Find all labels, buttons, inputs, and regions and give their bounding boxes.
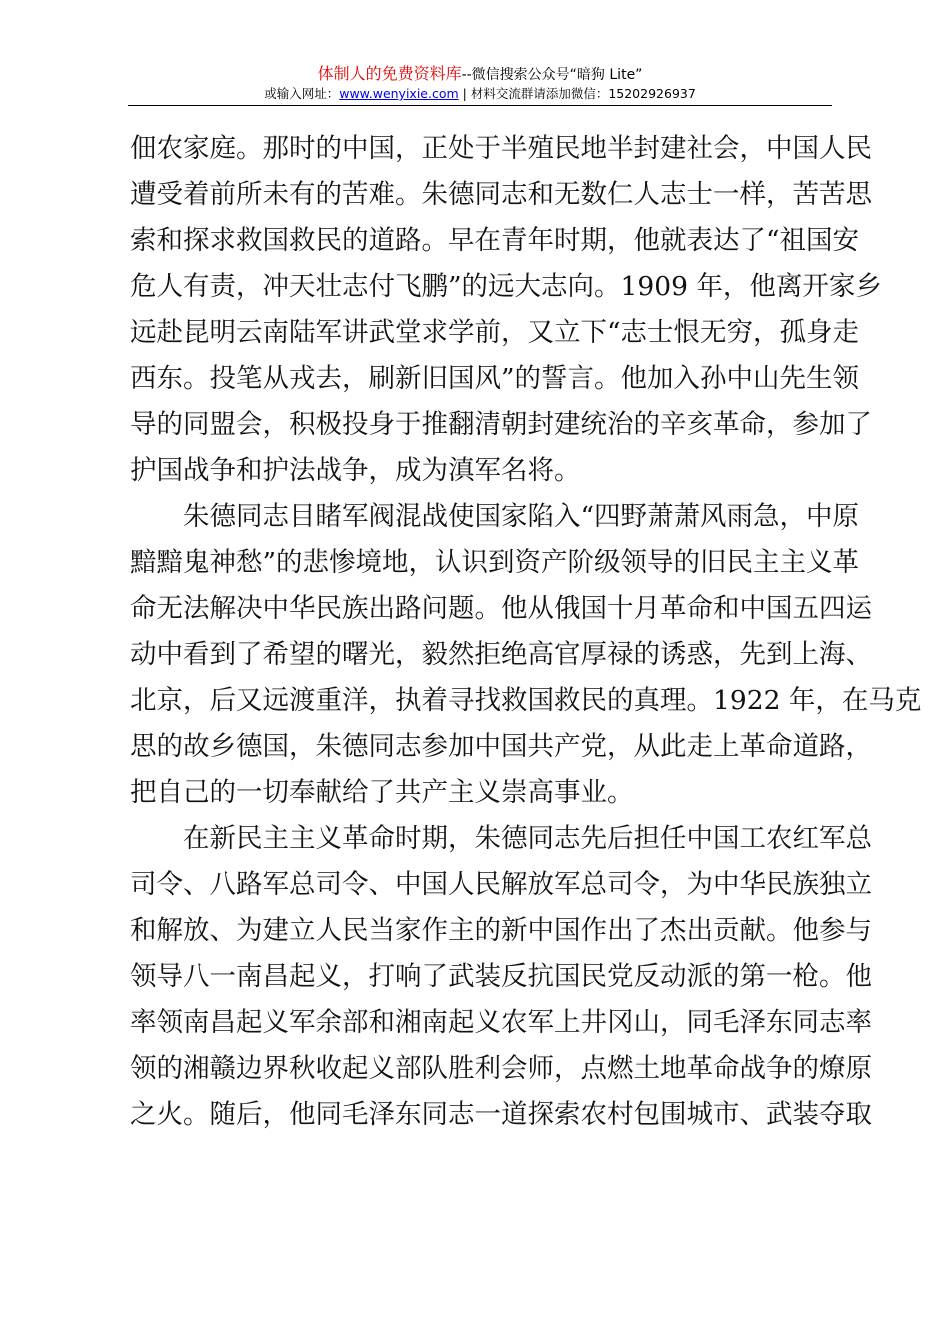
- document-body: [130, 126, 922, 1138]
- text-line: 朱德同志目睹军阀混战使国家陷入“四野萧萧风雨急，中原: [183, 501, 860, 532]
- text-line: 司令、八路军总司令、中国人民解放军总司令，为中华民族独立: [130, 869, 872, 900]
- paragraph: [130, 494, 922, 816]
- text-line: 导的同盟会，积极投身于推翻清朝封建统治的辛亥革命，参加了: [130, 409, 872, 440]
- paragraph: [130, 816, 872, 1138]
- header-title-line: [130, 64, 830, 85]
- header-contact-line: [130, 85, 830, 103]
- text-line: 远赴昆明云南陆军讲武堂求学前，又立下“志士恨无穷，孤身走: [130, 317, 860, 348]
- text-line: 佃农家庭。那时的中国，正处于半殖民地半封建社会，中国人民: [130, 133, 872, 164]
- text-line: 领导八一南昌起义，打响了武装反抗国民党反动派的第一枪。他: [130, 961, 872, 992]
- header-contact: | 材料交流群请添加微信：15202926937: [458, 86, 696, 101]
- header-tagline: --微信搜索公众号“暗狗 Lite”: [461, 67, 643, 83]
- page-header: [130, 64, 830, 103]
- text-line: 之火。随后，他同毛泽东同志一道探索农村包围城市、武装夺取: [130, 1099, 872, 1130]
- header-url-prefix: 或输入网址：: [264, 86, 340, 101]
- text-line: 和解放、为建立人民当家作主的新中国作出了杰出贡献。他参与: [130, 915, 872, 946]
- text-line: 命无法解决中华民族出路问题。他从俄国十月革命和中国五四运: [130, 593, 872, 624]
- text-line: 思的故乡德国，朱德同志参加中国共产党，从此走上革命道路，: [130, 731, 872, 762]
- text-line: 遭受着前所未有的苦难。朱德同志和无数仁人志士一样，苦苦思: [130, 179, 872, 210]
- text-line: 索和探求救国救民的道路。早在青年时期，他就表达了“祖国安: [130, 225, 860, 256]
- text-line: 黯黯鬼神愁”的悲惨境地，认识到资产阶级领导的旧民主主义革: [130, 547, 860, 578]
- text-line: 动中看到了希望的曙光，毅然拒绝高官厚禄的诱惑，先到上海、: [130, 639, 872, 670]
- paragraph: [130, 126, 882, 494]
- text-line: 护国战争和护法战争，成为滇军名将。: [130, 455, 581, 486]
- text-line: 在新民主主义革命时期，朱德同志先后担任中国工农红军总: [183, 823, 872, 854]
- text-line: 率领南昌起义军余部和湘南起义农军上井冈山，同毛泽东同志率: [130, 1007, 872, 1038]
- header-brand: 体制人的免费资料库: [317, 64, 462, 83]
- text-line: 危人有责，冲天壮志付飞鹏”的远大志向。1909 年，他离开家乡: [130, 271, 882, 302]
- text-line: 把自己的一切奉献给了共产主义崇高事业。: [130, 777, 634, 808]
- text-line: 领的湘赣边界秋收起义部队胜利会师，点燃土地革命战争的燎原: [130, 1053, 872, 1084]
- text-line: 北京，后又远渡重洋，执着寻找救国救民的真理。1922 年，在马克: [130, 685, 922, 716]
- header-url-link[interactable]: www.wenyixie.com: [339, 86, 459, 101]
- header-divider: [128, 105, 832, 106]
- text-line: 西东。投笔从戎去，刷新旧国风”的誓言。他加入孙中山先生领: [130, 363, 860, 394]
